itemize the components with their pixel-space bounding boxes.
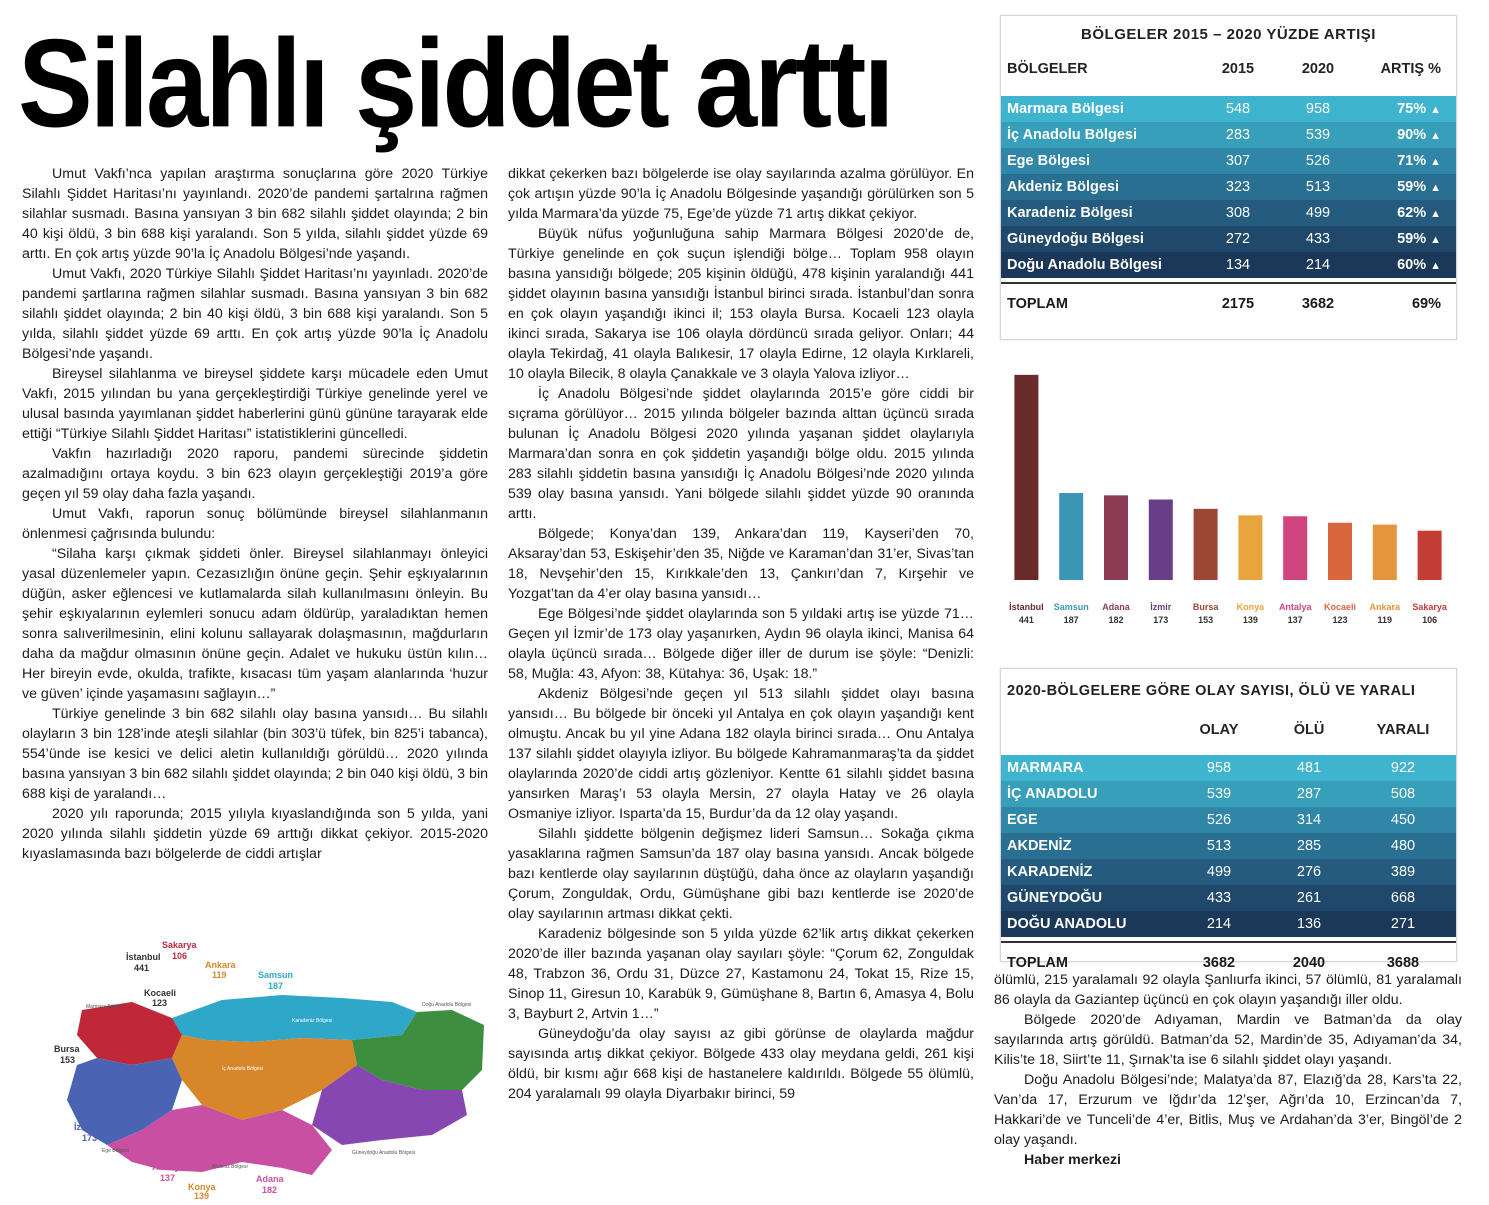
region-name: İç Anadolu Bölgesi (1007, 127, 1137, 143)
category-label: İzmir (1150, 602, 1172, 612)
increase-percent (1359, 231, 1455, 247)
region-label-ege: Ege Bölgesi (102, 1148, 129, 1154)
table-row (1001, 859, 1456, 885)
value-label: 173 (1153, 615, 1169, 625)
region-label-akdeniz: Akdeniz Bölgesi (212, 1164, 248, 1170)
table-row (1001, 833, 1456, 859)
table-row (1001, 148, 1456, 174)
up-arrow-icon: ▲ (1430, 182, 1441, 194)
value-label: 137 (1287, 615, 1303, 625)
map-label-ankara: Ankara (205, 960, 236, 970)
table-row (1001, 885, 1456, 911)
increase-percent (1359, 101, 1455, 117)
map-value-izmir: 173 (82, 1133, 98, 1143)
paragraph: İç Anadolu Bölgesi’nde şiddet olaylarında 2015’e göre ciddi bir sıçrama görülüyor… 2015 yılında bölgeler bazında alttan üçüncü sırada bulunan İç Anadolu Bölgesi 2020 yılında yaşanan şiddet olaylarıyla Marmara’dan sonra en çok şiddetin yaşandığı bölge oldu. 2015 yılında 283 silahlı şiddetin basına yansıdığı İç Anadolu Bölgesi’nde 2020 yılında 539 olay basına yansıdı. Yani bölgede silahlı şiddet yüzde 90 oranında arttı. (508, 386, 974, 522)
table-row (1001, 755, 1456, 781)
region-name: KARADENİZ (1007, 864, 1093, 880)
map-value-samsun: 187 (268, 981, 284, 991)
table-title: BÖLGELER 2015 – 2020 YÜZDE ARTIŞI (1081, 26, 1376, 43)
value-2015: 283 (1225, 127, 1251, 143)
value-label: 441 (1018, 615, 1034, 625)
value-2015: 307 (1225, 153, 1251, 169)
map-value-bursa: 153 (60, 1055, 76, 1065)
incidents: 214 (1206, 916, 1232, 932)
map-value-istanbul: 441 (134, 963, 150, 973)
table-total-row (1001, 941, 1456, 983)
value-2015: 308 (1225, 205, 1251, 221)
value-label: 106 (1422, 615, 1438, 625)
value-2020: 539 (1305, 127, 1331, 143)
value-label: 123 (1332, 615, 1348, 625)
paragraph: “Silaha karşı çıkmak şiddeti önler. Bireysel silahlanmayı önleyici yasal düzenlemeler yapın. Cezasızlığın önüne geçin. Şehir eşkıyalarının düğün, asker eğlencesi ve kutlamalarda silah kullanılmasını önleyin. Bu şehir eşkıyalarının eylemleri sonucu adam öldürüp, yaraladıktan hemen sonra salıverilmesinin, elini kolunu sallayarak dolaşmasının, mağdurların daha da mağdur olmasının önüne geçin. Adalet ve hukuku üstün kılın… Her bireyin evde, okulda, trafikte, kısacası tüm yaşam alanlarında ‘huzur ve güven’ içinde yaşamasını sağlayın…” (22, 546, 488, 702)
region-name: MARMARA (1007, 760, 1084, 776)
paragraph: Akdeniz Bölgesi’nde geçen yıl 513 silahlı şiddet olayı basına yansıdı… Bu bölgede bir önceki yıl Antalya en çok olayın yaşandığı kent olmuştu. Ancak bu yıl yine Adana 182 olayla birinci sırada… Onu Antalya 137 silahlı şiddet olayıyla izliyor. Bu bölgede Kahramanmaraş’ta da şiddet olaylarında 2020’de ciddi artış gözleniyor. Kentte 61 silahlı şiddet basına yansırken Maraş’ı 53 olayla Mersin, 27 olayla Hatay ve 26 olayla Osmaniye izliyor. Isparta’da 15, Burdur’da da 12 olay yaşandı. (508, 686, 974, 822)
table-total-row (1001, 282, 1456, 324)
bar-8 (1373, 525, 1397, 580)
dead: 314 (1296, 812, 1322, 828)
increase-percent (1359, 153, 1455, 169)
paragraph: Umut Vakfı’nca yapılan araştırma sonuçlarına göre 2020 Türkiye Silahlı Şiddet Haritası’nı yayınlandı. 2020’de pandemi şartalrına rağmen silahlar susmadı. Basına yansıyan 3 bin 682 silahlı şiddet olayında; 2 bin 40 kişi öldü, 3 bin 688 kişi yaralandı. Son 5 yılda, silahlı şiddet yüzde 69 arttı. En çok artış yüzde 90’la İç Anadolu Bölgesi’nde yaşandı. (22, 166, 488, 262)
up-arrow-icon: ▲ (1430, 104, 1441, 116)
bar-6 (1283, 516, 1307, 580)
region-name: Karadeniz Bölgesi (1007, 205, 1133, 221)
region-name: İÇ ANADOLU (1007, 786, 1098, 802)
region-label-marmara: Marmara Bölgesi (86, 1004, 124, 1010)
category-label: Adana (1102, 602, 1130, 612)
region-name: DOĞU ANADOLU (1007, 916, 1127, 932)
paragraph: Umut Vakfı, raporun sonuç bölümünde bireysel silahlanmanın önlenmesi çağrısında bulundu: (22, 506, 488, 542)
table-row (1001, 96, 1456, 122)
paragraph: Silahlı şiddette bölgenin değişmez lideri Samsun… Sokağa çıkma yasaklarına rağmen Samsun’da 187 olay basına yansıdı. Ancak bölgede bazı kentlerde olay sayılarının düştüğü, daha önce az olayların yaşandığı Çorum, Zonguldak, Ordu, Gümüşhane gibi bazı kentlerde ise 2020’de olay sayılarının artması dikkat çekti. (508, 826, 974, 922)
bar-4 (1194, 509, 1218, 580)
city-bar-chart (996, 352, 1460, 642)
article-column-2 (508, 164, 974, 1200)
dead: 287 (1296, 786, 1322, 802)
map-value-sakarya: 106 (172, 951, 188, 961)
value-2015: 272 (1225, 231, 1251, 247)
map-label-antalya: Antalya (152, 1162, 185, 1172)
bar-chart-svg (996, 352, 1460, 642)
increase-percent (1359, 179, 1455, 195)
percent-text: 59% (1397, 231, 1427, 247)
paragraph: Büyük nüfus yoğunluğuna sahip Marmara Bölgesi 2020’de de, Türkiye genelinde en çok suçun işlendiği bölge… Toplam 958 olayın basına yansıdığı bölgede; 205 kişinin öldüğü, 478 kişinin yaralandığı 441 şiddet olayının basına yansıdığı İstanbul birinci sırada. İstanbul’dan sonra en çok olayın yaşandığı ikinci il; 153 olayla Bursa. Kocaeli 123 olayla ikinci sırada, Sakarya ise 106 olayla dördüncü sırada geliyor. Onları; 44 olayla Tekirdağ, 41 olayla Balıkesir, 17 olayla Edirne, 12 olayla Kırklareli, 10 olayla Bilecik, 8 olayla Çanakkale ve 3 olayla Yalova izliyor… (508, 226, 974, 382)
region-label-guneydogu: Güneydoğu Anadolu Bölgesi (352, 1150, 416, 1156)
percent-text: 90% (1397, 127, 1427, 143)
value-2015: 134 (1225, 257, 1251, 273)
map-label-konya: Konya (188, 1182, 216, 1192)
injured: 668 (1390, 890, 1416, 906)
table-row (1001, 174, 1456, 200)
region-label-ic-anadolu: İç Anadolu Bölgesi (222, 1066, 264, 1072)
up-arrow-icon: ▲ (1430, 260, 1441, 272)
region-name: AKDENİZ (1007, 838, 1072, 854)
headline: Silahlı şiddet arttı (18, 13, 892, 154)
total-label: TOPLAM (1007, 296, 1068, 312)
injured: 508 (1390, 786, 1416, 802)
paragraph: Bölgede 2020’de Adıyaman, Mardin ve Batman’da da olay sayılarında artış görüldü. Batman’da 52, Mardin’de 35, Adıyaman’da 34, Kilis’te 18, Siirt’te 11, Şırnak’ta ise 6 silahlı şiddet olayı yaşandı. (994, 1012, 1462, 1068)
value-2015: 323 (1225, 179, 1251, 195)
incidents: 513 (1206, 838, 1232, 854)
bar-0 (1014, 375, 1038, 580)
dead: 136 (1296, 916, 1322, 932)
percent-text: 75% (1397, 101, 1427, 117)
incidents: 433 (1206, 890, 1232, 906)
regional-increase-table (1000, 15, 1457, 340)
value-label: 153 (1198, 615, 1214, 625)
value-label: 139 (1242, 615, 1258, 625)
region-label-dogu: Doğu Anadolu Bölgesi (422, 1002, 472, 1008)
injured: 271 (1390, 916, 1416, 932)
value-2020: 513 (1305, 179, 1331, 195)
total-2020: 3682 (1301, 296, 1335, 312)
category-label: Bursa (1192, 602, 1219, 612)
increase-percent (1359, 127, 1455, 143)
increase-percent (1359, 257, 1455, 273)
total-dead: 2040 (1292, 955, 1326, 971)
region-name: Güneydoğu Bölgesi (1007, 231, 1144, 247)
map-value-konya: 139 (194, 1191, 210, 1200)
region-name: Marmara Bölgesi (1007, 101, 1124, 117)
bar-5 (1238, 515, 1262, 580)
paragraph: dikkat çekerken bazı bölgelerde ise olay sayılarında azalma görülüyor. En çok artışın yüzde 90’la İç Anadolu Bölgesinde yaşandığı görülürken son 5 yılda Marmara’da yüzde 75, Ege’de yüzde 71 artış dikkat çekiyor. (508, 166, 974, 222)
incidents: 526 (1206, 812, 1232, 828)
header-increase: ARTIŞ % (1380, 61, 1441, 77)
article-column-1 (22, 164, 488, 934)
total-injured: 3688 (1386, 955, 1420, 971)
map-label-samsun: Samsun (258, 970, 294, 980)
header-incidents: OLAY (1199, 722, 1239, 738)
category-label: Konya (1236, 602, 1265, 612)
category-label: İstanbul (1009, 602, 1044, 612)
bar-9 (1418, 531, 1442, 580)
incidents: 499 (1206, 864, 1232, 880)
category-label: Sakarya (1412, 602, 1447, 612)
paragraph: Bireysel silahlanma ve bireysel şiddete karşı mücadele eden Umut Vakfı, 2015 yılından bu yana gerçekleştirdiği Türkiye genelinde yerel ve ulusal basında yayımlanan şiddet haberlerini günü gününe tarayarak elde ettiği “Türkiye Silahlı Şiddet Haritası” istatistiklerini güncelledi. (22, 366, 488, 442)
percent-text: 71% (1397, 153, 1427, 169)
total-label: TOPLAM (1007, 955, 1068, 971)
paragraph: Türkiye genelinde 3 bin 682 silahlı olay basına yansıdı… Bu silahlı olayların 3 bin 128’inde ateşli silahlar (bin 303’ü tüfek, bin 825’i tabanca), 554’ünde ise kesici ve delici aletin kullanıldığı görüldü… 2020 yılında basına yansıyan 3 bin 682 silahlı şiddet olayında; 2 bin 040 kişi öldü, 3 bin 688 kişi de yaralandı… (22, 706, 488, 802)
injured: 450 (1390, 812, 1416, 828)
table-row (1001, 252, 1456, 278)
table-row (1001, 226, 1456, 252)
bar-2 (1104, 495, 1128, 580)
header-2015: 2015 (1221, 61, 1255, 77)
paragraph: Ege Bölgesi’nde şiddet olaylarında son 5 yıldaki artış ise yüzde 71… Geçen yıl İzmir’de 173 olay yaşanırken, Aydın 96 olayla ikinci, Manisa 64 olayla üçüncü sırada… Bölgede diğer iller de durum ise şöyle: “Denizli: 58, Muğla: 43, Afyon: 38, Kütahya: 36, Uşak: 18.” (508, 606, 974, 682)
region-name: EGE (1007, 812, 1038, 828)
dead: 276 (1296, 864, 1322, 880)
total-increase: 69% (1411, 296, 1441, 312)
category-label: Antalya (1278, 602, 1312, 612)
injured: 480 (1390, 838, 1416, 854)
dead: 261 (1296, 890, 1322, 906)
up-arrow-icon: ▲ (1430, 130, 1441, 142)
map-label-izmir: İzmir (74, 1122, 96, 1132)
value-2020: 214 (1305, 257, 1331, 273)
map-value-antalya: 137 (160, 1173, 176, 1183)
paragraph: ölümlü, 215 yaralamalı 92 olayla Şanlıurfa ikinci, 57 ölümlü, 81 yaralamalı 86 olayla da Gaziantep üçüncü en çok olayın yaşandığı iller oldu. (994, 972, 1462, 1008)
injured: 389 (1390, 864, 1416, 880)
map-value-kocaeli: 123 (152, 998, 168, 1008)
value-label: 182 (1108, 615, 1124, 625)
value-label: 187 (1063, 615, 1079, 625)
table-row (1001, 122, 1456, 148)
bar-1 (1059, 493, 1083, 580)
bar-3 (1149, 500, 1173, 580)
header-dead: ÖLÜ (1293, 722, 1325, 738)
table-header (1001, 52, 1456, 86)
value-2020: 433 (1305, 231, 1331, 247)
value-2020: 526 (1305, 153, 1331, 169)
up-arrow-icon: ▲ (1430, 156, 1441, 168)
map-value-ankara: 119 (212, 970, 227, 980)
map-label-kocaeli: Kocaeli (144, 988, 177, 998)
incidents: 539 (1206, 786, 1232, 802)
paragraph: Güneydoğu’da olay sayısı az gibi görünse de olaylarda mağdur sayısında artış dikkat çekiyor. Bölgede 433 olay meydana geldi, 261 kişi öldü, bir kısmı ağır 668 kişi de hastanelere kaldırıldı. Bölgede 55 ölümlü, 204 yaralamalı 99 olayla Diyarbakır birinci, 59 (508, 1026, 974, 1102)
map-label-sakarya: Sakarya (162, 940, 197, 950)
byline: Haber merkezi (1024, 1152, 1121, 1168)
category-label: Kocaeli (1323, 602, 1357, 612)
region-name: Ege Bölgesi (1007, 153, 1090, 169)
up-arrow-icon: ▲ (1430, 208, 1441, 220)
value-label: 119 (1377, 615, 1393, 625)
region-name: GÜNEYDOĞU (1007, 890, 1103, 906)
percent-text: 60% (1397, 257, 1427, 273)
article-column-3 (994, 970, 1462, 1200)
category-label: Samsun (1053, 602, 1089, 612)
regional-casualty-table (1000, 668, 1457, 971)
value-2015: 548 (1225, 101, 1251, 117)
region-label-karadeniz: Karadeniz Bölgesi (292, 1018, 333, 1024)
map-label-istanbul: İstanbul (126, 952, 161, 962)
up-arrow-icon: ▲ (1430, 234, 1441, 246)
percent-text: 62% (1397, 205, 1427, 221)
table-row (1001, 807, 1456, 833)
dead: 285 (1296, 838, 1322, 854)
region-name: Akdeniz Bölgesi (1007, 179, 1119, 195)
total-2015: 2175 (1221, 296, 1255, 312)
paragraph: Karadeniz bölgesinde son 5 yılda yüzde 62’lik artış dikkat çekerken 2020’de iller bazında yaşanan olay sayıları şöyle: “Çorum 62, Zonguldak 48, Trabzon 36, Ordu 31, Düzce 27, Kastamonu 24, Tokat 15, Rize 15, Sinop 11, Giresun 10, Karabük 9, Gümüşhane 8, Bartın 6, Amasya 4, Bolu 3, Bayburt 2, Artvin 1…” (508, 926, 974, 1022)
table-header (1001, 713, 1456, 747)
turkey-region-map (22, 940, 488, 1200)
percent-text: 59% (1397, 179, 1427, 195)
region-marmara (77, 1002, 182, 1065)
paragraph: Umut Vakfı, 2020 Türkiye Silahlı Şiddet Haritası’nı yayınladı. 2020’de pandemi şartlarına rağmen silahlar susmadı. Basına yansıyan 3 bin 682 silahlı şiddet olayında; 2 bin 40 kişi öldü, 3 bin 688 kişi yaralandı. Son 5 yılda, silahlı şiddet yüzde 69 arttı. En çok artış yüzde 90’la İç Anadolu Bölgesi’nde yaşandı. (22, 266, 488, 362)
map-label-adana: Adana (256, 1174, 284, 1184)
table-body (1001, 755, 1456, 937)
region-name: Doğu Anadolu Bölgesi (1007, 257, 1162, 273)
total-incidents: 3682 (1202, 955, 1236, 971)
paragraph: Vakfın hazırladığı 2020 raporu, pandemi sürecinde şiddetin azalmadığını ortaya koydu. 3 bin 623 olayın gerçekleştiği 2019’a göre geçen yıl 59 olay daha fazla yaşandı. (22, 446, 488, 502)
map-svg (22, 940, 488, 1200)
value-2020: 499 (1305, 205, 1331, 221)
injured: 922 (1390, 760, 1416, 776)
header-regions: BÖLGELER (1007, 61, 1088, 77)
map-label-bursa: Bursa (54, 1044, 80, 1054)
table-row (1001, 200, 1456, 226)
map-value-adana: 182 (262, 1185, 278, 1195)
incidents: 958 (1206, 760, 1232, 776)
paragraph: 2020 yılı raporunda; 2015 yılıyla kıyaslandığında son 5 yılda, yani 2020 yılında silahlı şiddetin yüzde 69 arttığı dikkat çekiyor. 2015-2020 kıyaslamasında bazı bölgelerde de ciddi artışlar (22, 806, 488, 862)
table-row (1001, 781, 1456, 807)
header-injured: YARALI (1376, 722, 1430, 738)
header-2020: 2020 (1301, 61, 1335, 77)
increase-percent (1359, 205, 1455, 221)
dead: 481 (1296, 760, 1322, 776)
table-title: 2020-BÖLGELERE GÖRE OLAY SAYISI, ÖLÜ VE YARALI (1007, 683, 1416, 699)
value-2020: 958 (1305, 101, 1331, 117)
bar-7 (1328, 523, 1352, 580)
table-body (1001, 96, 1456, 278)
paragraph: Bölgede; Konya’dan 139, Ankara’dan 119, Kayseri’den 70, Aksaray’dan 53, Eskişehir’den 35, Niğde ve Karaman’dan 31’er, Sivas’tan 18, Nevşehir’den 15, Kırıkkale’den 13, Çankırı’dan 7, Kırşehir ve Yozgat’tan da 4’er olay basına yansıdı… (508, 526, 974, 602)
table-row (1001, 911, 1456, 937)
category-label: Ankara (1369, 602, 1401, 612)
paragraph: Doğu Anadolu Bölgesi’nde; Malatya’da 87, Elazığ’da 28, Kars’ta 22, Van’da 17, Erzurum ve Iğdır’da 12’şer, Ağrı’da 10, Erzincan’da 7, Hakkari’de ve Tunceli’de 4’er, Bitlis, Muş ve Ardahan’da 3’er, Bingöl’de 2 olay yaşandı. (994, 1072, 1462, 1148)
